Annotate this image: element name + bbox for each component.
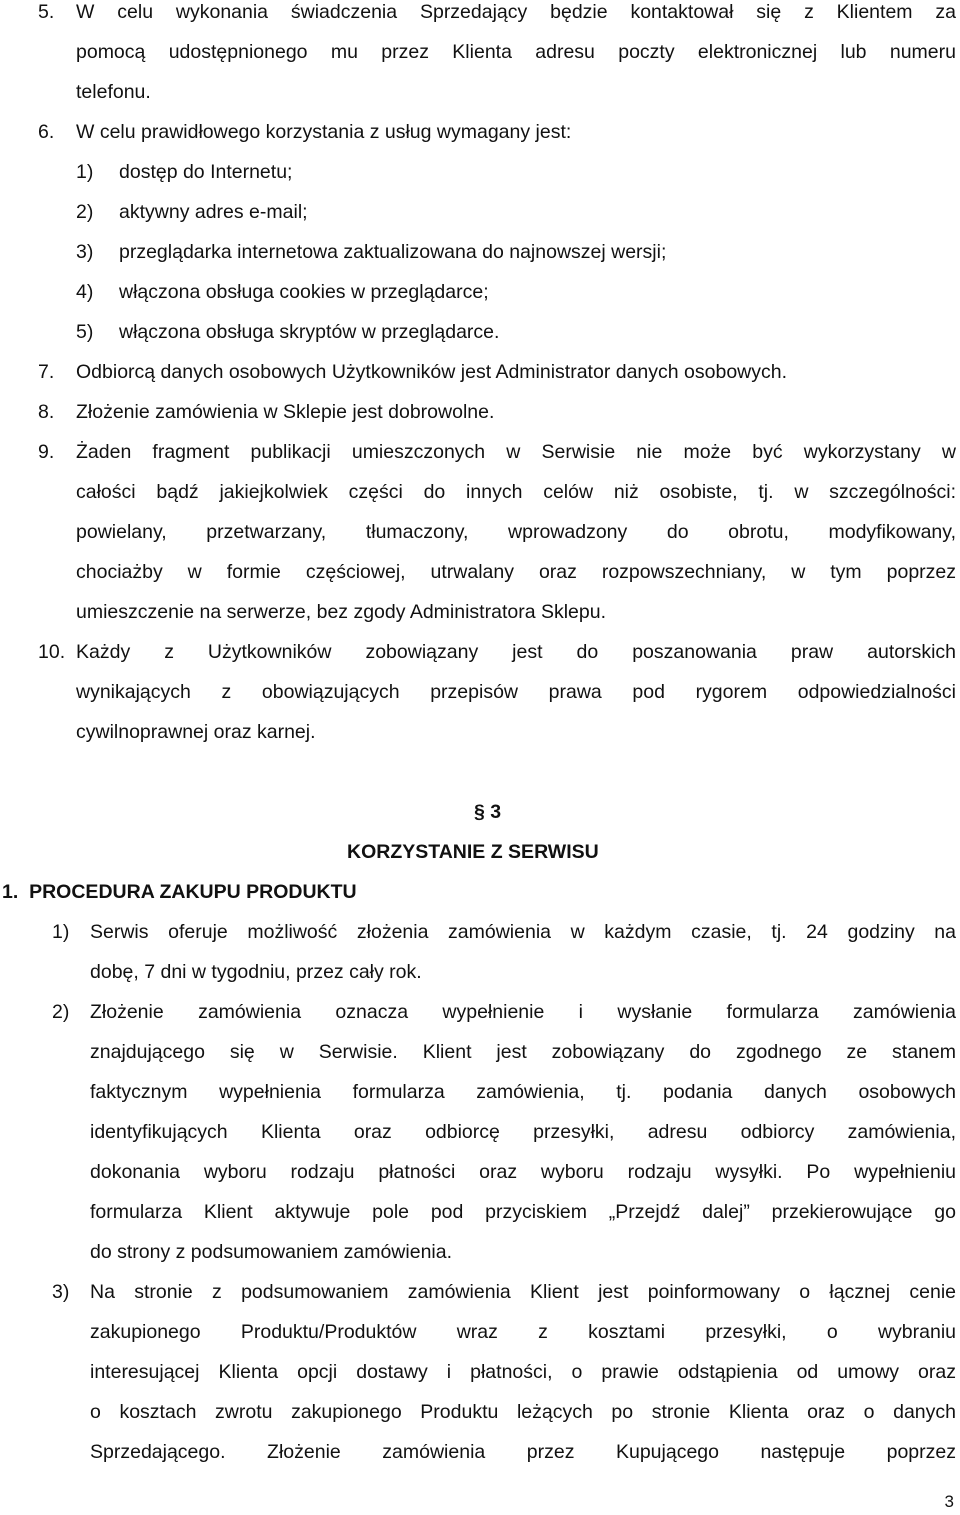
step-2-line-2: znajdującego się w Serwisie. Klient jest zobowiązany do zgodnego ze stanem [90,1041,956,1063]
step-number-3: 3) [52,1281,70,1303]
sub-number-5: 5) [76,321,94,343]
sub-item-2: aktywny adres e-mail; [119,201,308,223]
step-3-line-5: Sprzedającego. Złożenie zamówienia przez Kupującego następuje poprzez [90,1441,956,1463]
item-number-7: 7. [38,361,55,383]
step-3-line-3: interesującej Klienta opcji dostawy i płatności, o prawie odstąpienia od umowy oraz [90,1361,956,1383]
item-number-5: 5. [38,1,55,23]
procedure-heading: 1. PROCEDURA ZAKUPU PRODUKTU [2,881,357,903]
step-1-line-2: dobę, 7 dni w tygodniu, przez cały rok. [90,961,422,983]
item-9-line-5: umieszczenie na serwerze, bez zgody Administratora Sklepu. [76,601,607,623]
step-2-line-5: dokonania wyboru rodzaju płatności oraz wyboru rodzaju wysyłki. Po wypełnieniu [90,1161,956,1183]
step-2-line-4: identyfikujących Klienta oraz odbiorcę przesyłki, adresu odbiorcy zamówienia, [90,1121,956,1143]
sub-item-3: przeglądarka internetowa zaktualizowana do najnowszej wersji; [119,241,667,263]
item-number-10: 10. [38,641,66,663]
item-10-line-2: wynikających z obowiązujących przepisów prawa pod rygorem odpowiedzialności [76,681,956,703]
item-5-line-3: telefonu. [76,81,151,103]
step-2-line-3: faktycznym wypełnienia formularza zamówienia, tj. podania danych osobowych [90,1081,956,1103]
sub-item-4: włączona obsługa cookies w przeglądarce; [119,281,489,303]
step-3-line-4: o kosztach zwrotu zakupionego Produktu leżących po stronie Klienta oraz o danych [90,1401,956,1423]
item-9-line-2: całości bądź jakiejkolwiek części do innych celów niż osobiste, tj. w szczególności: [76,481,956,503]
section-title: KORZYSTANIE Z SERWISU [347,841,599,863]
sub-item-5: włączona obsługa skryptów w przeglądarce. [119,321,500,343]
page-number: 3 [944,1492,954,1511]
sub-item-1: dostęp do Internetu; [119,161,293,183]
sub-number-3: 3) [76,241,94,263]
sub-number-2: 2) [76,201,94,223]
item-9-line-4: chociażby w formie częściowej, utrwalany oraz rozpowszechniany, w tym poprzez [76,561,956,583]
item-number-8: 8. [38,401,55,423]
step-2-line-7: do strony z podsumowaniem zamówienia. [90,1241,453,1263]
item-6-intro: W celu prawidłowego korzystania z usług wymagany jest: [76,121,572,143]
section-symbol: § 3 [474,801,502,823]
item-8-text: Złożenie zamówienia w Sklepie jest dobrowolne. [76,401,495,423]
step-3-line-1: Na stronie z podsumowaniem zamówienia Klient jest poinformowany o łącznej cenie [90,1281,956,1303]
item-5-line-2: pomocą udostępnionego mu przez Klienta adresu poczty elektronicznej lub numeru [76,41,956,63]
step-3-line-2: zakupionego Produktu/Produktów wraz z kosztami przesyłki, o wybraniu [90,1321,956,1343]
item-9-line-3: powielany, przetwarzany, tłumaczony, wprowadzony do obrotu, modyfikowany, [76,521,956,543]
item-5-line-1: W celu wykonania świadczenia Sprzedający będzie kontaktował się z Klientem za [76,1,956,23]
step-2-line-1: Złożenie zamówienia oznacza wypełnienie i wysłanie formularza zamówienia [90,1001,956,1023]
item-10-line-3: cywilnoprawnej oraz karnej. [76,721,316,743]
item-number-9: 9. [38,441,55,463]
item-number-6: 6. [38,121,55,143]
step-1-line-1: Serwis oferuje możliwość złożenia zamówienia w każdym czasie, tj. 24 godziny na [90,921,956,943]
sub-number-1: 1) [76,161,94,183]
step-number-2: 2) [52,1001,70,1023]
sub-number-4: 4) [76,281,94,303]
step-2-line-6: formularza Klient aktywuje pole pod przyciskiem „Przejdź dalej” przekierowujące go [90,1201,956,1223]
item-9-line-1: Żaden fragment publikacji umieszczonych w Serwisie nie może być wykorzystany w [76,441,956,463]
step-number-1: 1) [52,921,70,943]
item-10-line-1: Każdy z Użytkowników zobowiązany jest do poszanowania praw autorskich [76,641,956,663]
item-7-text: Odbiorcą danych osobowych Użytkowników jest Administrator danych osobowych. [76,361,788,383]
